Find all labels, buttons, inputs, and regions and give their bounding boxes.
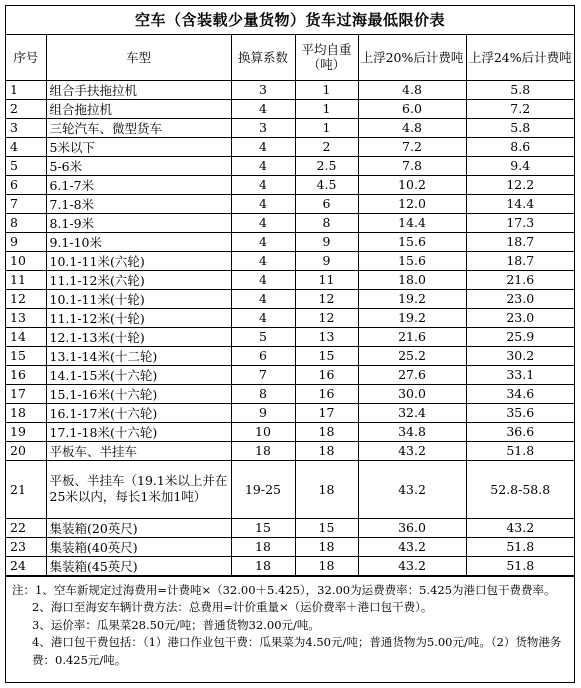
cell-vehicle-type: 集装箱(20英尺): [46, 518, 231, 537]
table-row: [6, 460, 574, 518]
table-row: [6, 251, 574, 270]
cell-avg-weight: 9: [295, 232, 358, 251]
cell-vehicle-type: 10.1-11米(六轮): [46, 251, 231, 270]
cell-tons-up24: 5.8: [466, 80, 574, 99]
cell-conversion-factor: 4: [231, 232, 295, 251]
cell-tons-up20: 12.0: [358, 194, 466, 213]
cell-vehicle-type: 17.1-18米(十六轮): [46, 422, 231, 441]
cell-tons-up20: 15.6: [358, 251, 466, 270]
header-factor: 换算系数: [231, 35, 295, 80]
cell-index: 23: [6, 537, 46, 556]
table-row: [6, 194, 574, 213]
cell-index: 7: [6, 194, 46, 213]
cell-tons-up24: 51.8: [466, 556, 574, 575]
cell-index: 11: [6, 270, 46, 289]
cell-conversion-factor: 9: [231, 403, 295, 422]
cell-avg-weight: 12: [295, 289, 358, 308]
cell-tons-up20: 19.2: [358, 308, 466, 327]
cell-avg-weight: 17: [295, 403, 358, 422]
cell-tons-up24: 12.2: [466, 175, 574, 194]
cell-conversion-factor: 19-25: [231, 460, 295, 518]
cell-avg-weight: 18: [295, 556, 358, 575]
cell-tons-up20: 25.2: [358, 346, 466, 365]
cell-index: 13: [6, 308, 46, 327]
cell-index: 18: [6, 403, 46, 422]
cell-tons-up20: 34.8: [358, 422, 466, 441]
cell-tons-up24: 51.8: [466, 537, 574, 556]
table-row: [6, 365, 574, 384]
cell-index: 3: [6, 118, 46, 137]
cell-index: 15: [6, 346, 46, 365]
cell-index: 8: [6, 213, 46, 232]
cell-tons-up20: 43.2: [358, 441, 466, 460]
cell-tons-up24: 8.6: [466, 137, 574, 156]
cell-index: 9: [6, 232, 46, 251]
table-row: [6, 537, 574, 556]
cell-tons-up20: 19.2: [358, 289, 466, 308]
cell-index: 17: [6, 384, 46, 403]
cell-conversion-factor: 4: [231, 156, 295, 175]
cell-vehicle-type: 5-6米: [46, 156, 231, 175]
cell-avg-weight: 18: [295, 422, 358, 441]
cell-avg-weight: 16: [295, 365, 358, 384]
cell-tons-up24: 33.1: [466, 365, 574, 384]
header-up24: 上浮24%后计费吨: [466, 35, 574, 80]
cell-index: 14: [6, 327, 46, 346]
cell-avg-weight: 9: [295, 251, 358, 270]
table-row: [6, 156, 574, 175]
table-row: [6, 289, 574, 308]
cell-avg-weight: 2.5: [295, 156, 358, 175]
cell-tons-up20: 43.2: [358, 460, 466, 518]
table-title: 空车（含装载少量货物）货车过海最低限价表: [6, 6, 574, 35]
table-row: [6, 175, 574, 194]
cell-avg-weight: 15: [295, 518, 358, 537]
cell-vehicle-type: 11.1-12米(六轮): [46, 270, 231, 289]
table-row: [6, 213, 574, 232]
cell-tons-up24: 23.0: [466, 289, 574, 308]
cell-tons-up24: 52.8-58.8: [466, 460, 574, 518]
cell-conversion-factor: 4: [231, 251, 295, 270]
cell-vehicle-type: 9.1-10米: [46, 232, 231, 251]
note-2: 2、海口至海安车辆计费方法：总费用=计价重量×（运价费率＋港口包干费）。: [32, 600, 433, 614]
table-row: [6, 403, 574, 422]
cell-tons-up20: 36.0: [358, 518, 466, 537]
table-row: [6, 556, 574, 575]
cell-conversion-factor: 15: [231, 518, 295, 537]
cell-tons-up20: 21.6: [358, 327, 466, 346]
cell-avg-weight: 1: [295, 118, 358, 137]
cell-index: 19: [6, 422, 46, 441]
cell-conversion-factor: 4: [231, 289, 295, 308]
cell-tons-up24: 14.4: [466, 194, 574, 213]
cell-tons-up24: 5.8: [466, 118, 574, 137]
cell-conversion-factor: 4: [231, 194, 295, 213]
cell-conversion-factor: 10: [231, 422, 295, 441]
cell-index: 1: [6, 80, 46, 99]
cell-conversion-factor: 3: [231, 80, 295, 99]
table-row: [6, 346, 574, 365]
cell-index: 4: [6, 137, 46, 156]
cell-tons-up20: 43.2: [358, 556, 466, 575]
cell-tons-up24: 43.2: [466, 518, 574, 537]
header-index: 序号: [6, 35, 46, 80]
cell-avg-weight: 1: [295, 99, 358, 118]
cell-vehicle-type: 14.1-15米(十六轮): [46, 365, 231, 384]
cell-tons-up20: 7.8: [358, 156, 466, 175]
table-row: [6, 327, 574, 346]
cell-tons-up20: 7.2: [358, 137, 466, 156]
cell-conversion-factor: 18: [231, 441, 295, 460]
price-table-document: [5, 5, 575, 683]
cell-tons-up20: 4.8: [358, 80, 466, 99]
cell-avg-weight: 12: [295, 308, 358, 327]
cell-conversion-factor: 18: [231, 537, 295, 556]
table-row: [6, 270, 574, 289]
cell-tons-up24: 9.4: [466, 156, 574, 175]
cell-tons-up24: 18.7: [466, 232, 574, 251]
cell-index: 16: [6, 365, 46, 384]
cell-conversion-factor: 4: [231, 137, 295, 156]
table-row: [6, 99, 574, 118]
cell-avg-weight: 18: [295, 460, 358, 518]
cell-vehicle-type: 组合拖拉机: [46, 99, 231, 118]
cell-tons-up24: 25.9: [466, 327, 574, 346]
header-type: 车型: [46, 35, 231, 80]
cell-conversion-factor: 4: [231, 99, 295, 118]
table-row: [6, 137, 574, 156]
cell-index: 10: [6, 251, 46, 270]
cell-conversion-factor: 7: [231, 365, 295, 384]
cell-conversion-factor: 6: [231, 346, 295, 365]
cell-avg-weight: 18: [295, 441, 358, 460]
cell-tons-up24: 23.0: [466, 308, 574, 327]
cell-tons-up24: 35.6: [466, 403, 574, 422]
table-row: [6, 118, 574, 137]
cell-vehicle-type: 平板车、半挂车: [46, 441, 231, 460]
cell-vehicle-type: 组合手扶拖拉机: [46, 80, 231, 99]
cell-tons-up24: 17.3: [466, 213, 574, 232]
cell-tons-up20: 32.4: [358, 403, 466, 422]
cell-vehicle-type: 8.1-9米: [46, 213, 231, 232]
price-table: [6, 35, 574, 576]
cell-vehicle-type: 集装箱(45英尺): [46, 556, 231, 575]
cell-vehicle-type: 11.1-12米(十轮): [46, 308, 231, 327]
table-row: [6, 441, 574, 460]
cell-index: 5: [6, 156, 46, 175]
cell-conversion-factor: 18: [231, 556, 295, 575]
cell-avg-weight: 6: [295, 194, 358, 213]
cell-tons-up24: 21.6: [466, 270, 574, 289]
table-row: [6, 518, 574, 537]
cell-conversion-factor: 4: [231, 308, 295, 327]
cell-tons-up20: 18.0: [358, 270, 466, 289]
note-3: 3、运价率：瓜果菜28.50元/吨；普通货物32.00元/吨。: [32, 617, 320, 632]
cell-avg-weight: 1: [295, 80, 358, 99]
cell-tons-up24: 51.8: [466, 441, 574, 460]
cell-avg-weight: 18: [295, 537, 358, 556]
cell-avg-weight: 13: [295, 327, 358, 346]
table-row: [6, 308, 574, 327]
cell-tons-up24: 36.6: [466, 422, 574, 441]
cell-index: 12: [6, 289, 46, 308]
cell-tons-up20: 10.2: [358, 175, 466, 194]
cell-conversion-factor: 8: [231, 384, 295, 403]
notes-section: [6, 576, 574, 670]
cell-conversion-factor: 4: [231, 213, 295, 232]
cell-index: 24: [6, 556, 46, 575]
cell-tons-up24: 7.2: [466, 99, 574, 118]
cell-tons-up24: 30.2: [466, 346, 574, 365]
cell-index: 22: [6, 518, 46, 537]
header-up20: 上浮20%后计费吨: [358, 35, 466, 80]
cell-avg-weight: 15: [295, 346, 358, 365]
cell-tons-up24: 34.6: [466, 384, 574, 403]
cell-vehicle-type: 平板、半挂车（19.1米以上并在25米以内，每长1米加1吨）: [46, 460, 231, 518]
cell-vehicle-type: 6.1-7米: [46, 175, 231, 194]
cell-conversion-factor: 4: [231, 270, 295, 289]
header-row: [6, 35, 574, 80]
cell-vehicle-type: 15.1-16米(十六轮): [46, 384, 231, 403]
cell-vehicle-type: 7.1-8米: [46, 194, 231, 213]
cell-tons-up20: 15.6: [358, 232, 466, 251]
cell-avg-weight: 16: [295, 384, 358, 403]
header-weight: 平均自重（吨）: [295, 35, 358, 80]
table-row: [6, 80, 574, 99]
cell-conversion-factor: 3: [231, 118, 295, 137]
cell-vehicle-type: 集装箱(40英尺): [46, 537, 231, 556]
cell-tons-up20: 30.0: [358, 384, 466, 403]
cell-avg-weight: 8: [295, 213, 358, 232]
cell-tons-up24: 18.7: [466, 251, 574, 270]
cell-avg-weight: 11: [295, 270, 358, 289]
cell-vehicle-type: 三轮汽车、微型货车: [46, 118, 231, 137]
cell-tons-up20: 27.6: [358, 365, 466, 384]
cell-tons-up20: 6.0: [358, 99, 466, 118]
cell-vehicle-type: 13.1-14米(十二轮): [46, 346, 231, 365]
cell-conversion-factor: 5: [231, 327, 295, 346]
table-row: [6, 422, 574, 441]
note-1: 注：1、空车新规定过海费用=计费吨×（32.00＋5.425），32.00为运费费率：5.425为港口包干费费率。: [12, 582, 556, 597]
cell-avg-weight: 4.5: [295, 175, 358, 194]
cell-conversion-factor: 4: [231, 175, 295, 194]
cell-index: 20: [6, 441, 46, 460]
table-row: [6, 384, 574, 403]
cell-vehicle-type: 16.1-17米(十六轮): [46, 403, 231, 422]
cell-index: 21: [6, 460, 46, 518]
cell-avg-weight: 2: [295, 137, 358, 156]
cell-vehicle-type: 5米以下: [46, 137, 231, 156]
cell-vehicle-type: 10.1-11米(十轮): [46, 289, 231, 308]
cell-index: 6: [6, 175, 46, 194]
table-row: [6, 232, 574, 251]
cell-tons-up20: 43.2: [358, 537, 466, 556]
cell-tons-up20: 14.4: [358, 213, 466, 232]
note-4: 4、港口包干费包括：（1）港口作业包干费：瓜果菜为4.50元/吨；普通货物为5.00元/吨。（2）货物港务费：0.425元/吨。: [32, 635, 562, 667]
cell-vehicle-type: 12.1-13米(十轮): [46, 327, 231, 346]
cell-tons-up20: 4.8: [358, 118, 466, 137]
cell-index: 2: [6, 99, 46, 118]
